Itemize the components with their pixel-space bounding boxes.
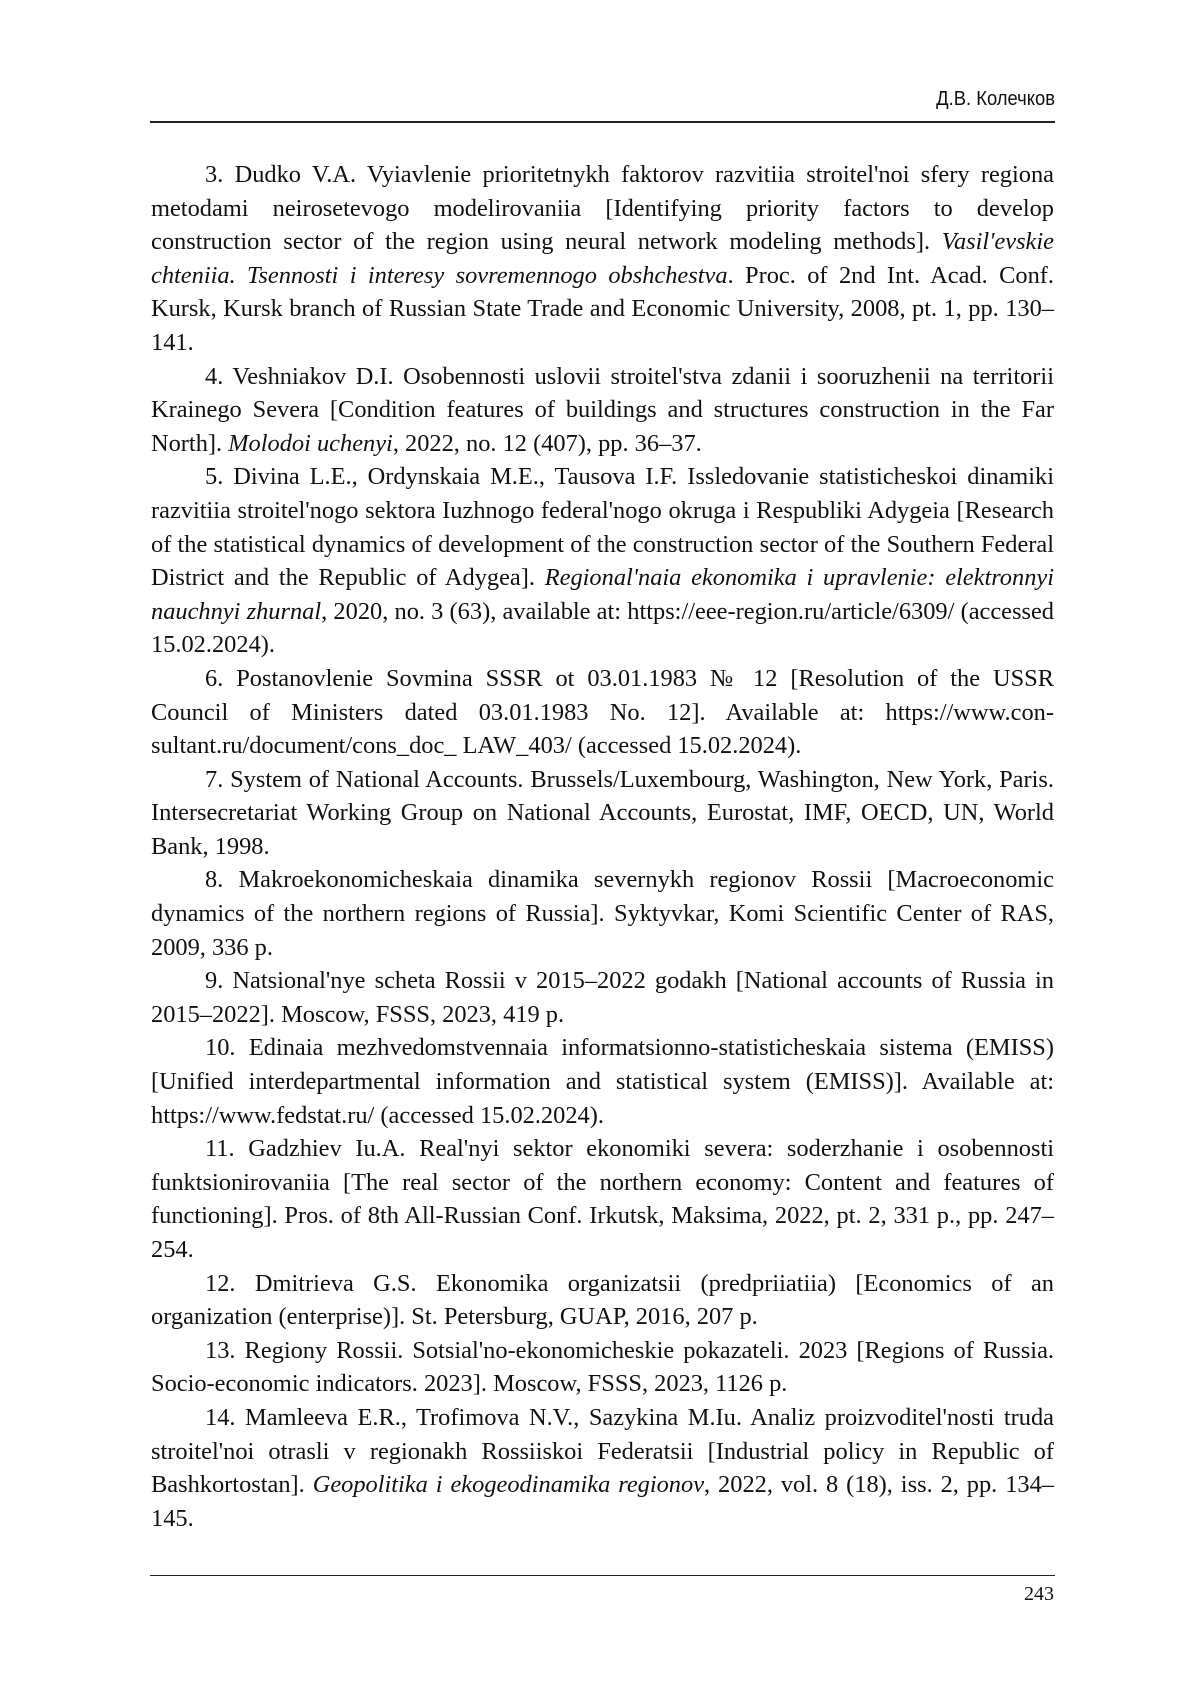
- reference-number: 7.: [205, 765, 224, 793]
- page-number: 243: [1024, 1583, 1054, 1605]
- reference-item: [151, 1031, 1054, 1132]
- reference-text: Gadzhiev Iu.A. Real'nyi sektor ekonomiki severa: soderzhanie i osobennosti funktsionirovaniia [The real sector of the northern economy: Content and features of functioning]. Pros. of 8th All-Russian Conf. Irkutsk, Maksima, 2022, pt. 2, 331 p., pp. 247–254.: [151, 1135, 1055, 1263]
- reference-text: Mamleeva E.R., Trofimova N.V., Sazykina M.Iu. Analiz proizvoditel'nosti truda stroitel'noi otrasli v regionakh Rossiiskoi Federatsii [Industrial policy in Republic of Bashkortostan].: [151, 1403, 1054, 1499]
- reference-text: Dudko V.A. Vyiavlenie prioritetnykh faktorov razvitiia stroitel'noi sfery regiona metodami neirosetevogo modelirovaniia [Identifying priority factors to develop construction sector of the region using neural network modeling methods].: [151, 161, 1054, 256]
- reference-text: Veshniakov D.I. Osobennosti uslovii stroitel'stva zdanii i sooruzhenii na territorii Krainego Severa [Condition features of buildings and structures construction in the Far North].: [151, 362, 1054, 457]
- reference-text: Makroekonomicheskaia dinamika severnykh regionov Rossii [Macroeconomic dynamics of the northern regions of Russia]. Syktyvkar, Komi Scientific Center of RAS, 2009, 336 p.: [151, 866, 1054, 961]
- reference-details: , 2020, no. 3 (63), available at: https://eee-region.ru/article/6309/ (accessed 15.02.2024).: [151, 597, 1054, 659]
- reference-source: Vasil'evskie chteniia. Tsennosti i interesy sovremennogo obshchestva: [151, 228, 1054, 289]
- reference-list: [151, 158, 1054, 1535]
- reference-details: , 2022, vol. 8 (18), iss. 2, pp. 134–145.: [151, 1471, 1054, 1532]
- reference-number: 6.: [205, 664, 224, 692]
- reference-text: Divina L.E., Ordynskaia M.E., Tausova I.F. Issledovanie statisticheskoi dinamiki razvitiia stroitel'nogo sektora Iuzhnogo federal'nogo okruga i Respubliki Adygeia [Research of the statistical dynamics of development of the construction sector of the Southern Federal District and the Republic of Adygea].: [151, 463, 1054, 592]
- reference-text: Regiony Rossii. Sotsial'no-ekonomicheskie pokazateli. 2023 [Regions of Russia. Socio-economic indicators. 2023]. Moscow, FSSS, 2023, 1126 p.: [151, 1336, 1054, 1398]
- reference-item: [151, 662, 1054, 763]
- reference-number: 9.: [205, 967, 224, 995]
- reference-item: [151, 1267, 1054, 1334]
- reference-number: 11.: [205, 1135, 235, 1163]
- reference-text: Postanovlenie Sovmina SSSR ot 03.01.1983 № 12 [Resolution of the USSR Council of Ministers dated 03.01.1983 No. 12]. Available at: https://www.consultant.ru/document/cons_doc_ LAW_403/ (accessed 15.02.2024).: [151, 664, 1054, 760]
- reference-text: Dmitrieva G.S. Ekonomika organizatsii (predpriiatiia) [Economics of an organization (enterprise)]. St. Petersburg, GUAP, 2016, 207 p.: [151, 1269, 1054, 1331]
- reference-details: , 2022, no. 12 (407), pp. 36–37.: [392, 429, 702, 457]
- reference-source: Geopolitika i ekogeodinamika regionov: [312, 1471, 705, 1499]
- reference-number: 4.: [205, 362, 224, 390]
- footer-rule: [150, 1575, 1055, 1576]
- reference-text: System of National Accounts. Brussels/Luxembourg, Washington, New York, Paris. Intersecretariat Working Group on National Accounts, Eurostat, IMF, OECD, UN, World Bank, 1998.: [151, 765, 1054, 860]
- reference-item: [151, 763, 1054, 864]
- reference-item: [151, 158, 1054, 360]
- header-rule: [150, 121, 1055, 123]
- reference-source: Regional'naia ekonomika i upravlenie: elektronnyi nauchnyi zhurnal: [151, 564, 1054, 625]
- reference-details: . Proc. of 2nd Int. Acad. Conf. Kursk, Kursk branch of Russian State Trade and Economic University, 2008, pt. 1, pp. 130–141.: [151, 261, 1054, 356]
- running-header-author: Д.В. Колечков: [936, 88, 1055, 110]
- reference-number: 10.: [205, 1034, 236, 1062]
- reference-number: 8.: [205, 866, 224, 894]
- reference-number: 13.: [205, 1336, 236, 1364]
- reference-item: [151, 1132, 1054, 1266]
- reference-number: 5.: [205, 463, 224, 491]
- reference-item: [151, 460, 1054, 662]
- reference-number: 14.: [205, 1403, 236, 1431]
- reference-text: Edinaia mezhvedomstvennaia informatsionno-statisticheskaia sistema (EMISS) [Unified interdepartmental information and statistical system (EMISS)]. Available at: https://www.fedstat.ru/ (accessed 15.02.2024).: [151, 1034, 1054, 1129]
- reference-item: [151, 1334, 1054, 1401]
- reference-item: [151, 863, 1054, 964]
- reference-source: Molodoi uchenyi: [228, 429, 393, 457]
- reference-number: 3.: [205, 161, 224, 188]
- reference-number: 12.: [205, 1269, 236, 1297]
- reference-item: [151, 964, 1054, 1031]
- reference-item: [151, 1401, 1054, 1535]
- reference-item: [151, 360, 1054, 461]
- reference-text: Natsional'nye scheta Rossii v 2015–2022 godakh [National accounts of Russia in 2015–2022]. Moscow, FSSS, 2023, 419 p.: [151, 967, 1054, 1028]
